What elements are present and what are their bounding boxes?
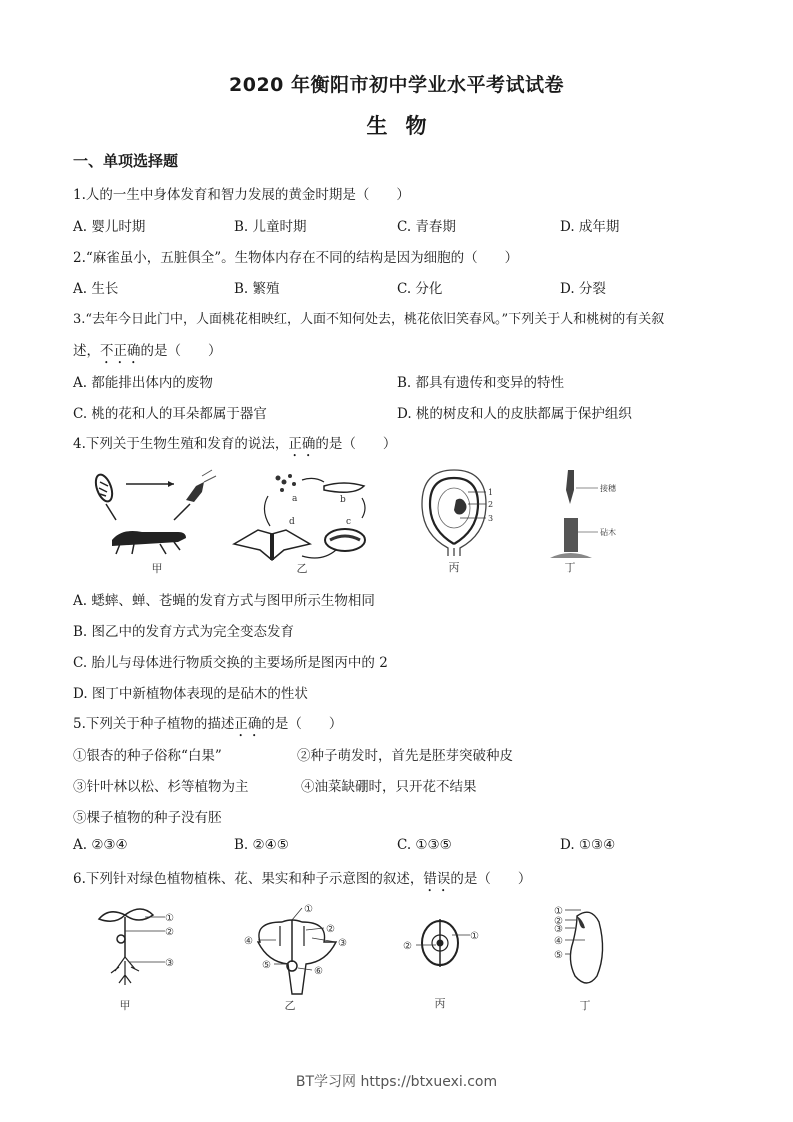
q3-option-a: A. 都能排出体内的废物: [73, 375, 213, 391]
q5-stem-pre: 5.下列关于种子植物的描述: [73, 716, 235, 732]
q3-option-d: D. 桃的树皮和人的皮肤都属于保护组织: [397, 406, 632, 422]
q6-bing-label-2: ②: [403, 941, 412, 952]
plant-seedling-icon: [95, 905, 185, 1000]
bing-label-2: 2: [488, 500, 494, 509]
bean-seed-icon: [553, 902, 623, 997]
q2-option-b: B. 繁殖: [234, 281, 280, 297]
q5-statement-4: ④油菜缺硼时，只开花不结果: [301, 779, 477, 795]
q6-figure-ding-caption: 丁: [579, 999, 591, 1012]
q1-option-a: A. 婴儿时期: [73, 219, 146, 235]
q1-option-b: B. 儿童时期: [234, 219, 307, 235]
q4-figure-bing-caption: 丙: [448, 561, 460, 574]
q5-stem-post: 的是（ ）: [261, 716, 343, 732]
bing-label-1: 1: [488, 488, 494, 497]
question-3-stem-line1: 3.“去年今日此门中，人面桃花相映红，人面不知何处去，桃花依旧笑春风。”下列关于人和桃树的有关叙: [73, 312, 665, 327]
q4-option-d: D. 图丁中新植物体表现的是砧木的性状: [73, 686, 308, 702]
yi-label-c: c: [346, 517, 352, 527]
q3-stem-post: 的是（ ）: [140, 343, 222, 359]
q5-statement-3: ③针叶林以松、杉等植物为主: [73, 779, 249, 795]
q4-figure-jia: [90, 468, 220, 575]
moth-lifecycle-icon: [232, 468, 372, 563]
q6-stem-pre: 6.下列针对绿色植物植株、花、果实和种子示意图的叙述，: [73, 871, 424, 887]
q6-figure-bing-caption: 丙: [434, 997, 446, 1010]
exam-title: 2020 年衡阳市初中学业水平考试试卷: [229, 74, 564, 96]
q5-option-b: B. ②④⑤: [234, 837, 289, 853]
q2-option-d: D. 分裂: [560, 281, 606, 297]
q6-yi-label-1: ①: [304, 904, 313, 915]
q4-figure-ding-caption: 丁: [564, 561, 576, 574]
fetus-uterus-icon: [420, 466, 500, 561]
q4-figure-yi: [232, 468, 372, 575]
question-2-stem: 2.“麻雀虽小，五脏俱全”。生物体内存在不同的结构是因为细胞的（ ）: [73, 250, 519, 266]
q6-jia-label-1: ①: [165, 913, 174, 924]
q6-figure-jia: [95, 905, 185, 1012]
q6-figure-yi-caption: 乙: [284, 999, 296, 1012]
q4-option-c: C. 胎儿与母体进行物质交换的主要场所是图丙中的 2: [73, 655, 388, 671]
q4-figure-jia-caption: 甲: [151, 562, 163, 575]
q5-option-c: C. ①③⑤: [397, 837, 452, 853]
q6-jia-label-3: ③: [165, 958, 174, 969]
q4-stem-emphasis: 正确: [288, 436, 316, 452]
q4-option-b: B. 图乙中的发育方式为完全变态发育: [73, 624, 295, 640]
q2-option-c: C. 分化: [397, 281, 443, 297]
q6-figure-jia-caption: 甲: [119, 999, 131, 1012]
q4-figure-yi-caption: 乙: [296, 562, 308, 575]
q6-ding-label-1: ①: [554, 906, 563, 917]
q6-bing-label-1: ①: [470, 931, 479, 942]
q5-option-d: D. ①③④: [560, 837, 616, 853]
q4-option-a: A. 蟋蟀、蝉、苍蝇的发育方式与图甲所示生物相同: [73, 593, 375, 609]
q2-option-a: A. 生长: [73, 281, 119, 297]
footer-watermark: BT学习网 https://btxuexi.com: [295, 1074, 498, 1090]
q6-yi-label-3: ③: [338, 938, 347, 949]
q6-jia-label-2: ②: [165, 927, 174, 938]
grasshopper-lifecycle-icon: [90, 468, 220, 563]
section-heading: 一、单项选择题: [73, 152, 179, 170]
q4-figure-bing: [420, 466, 500, 574]
fruit-cross-section-icon: [402, 915, 492, 995]
bing-label-3: 3: [488, 514, 494, 523]
flower-structure-icon: [240, 902, 370, 997]
q6-yi-label-5: ⑤: [262, 960, 271, 971]
q4-figure-ding: [540, 466, 630, 574]
q5-option-a: A. ②③④: [73, 837, 128, 853]
q1-option-d: D. 成年期: [560, 219, 620, 235]
q6-stem-emphasis: 错误: [423, 871, 451, 887]
yi-label-d: d: [289, 517, 295, 527]
q6-figure-ding: [553, 902, 623, 1012]
q6-ding-label-3: ③: [554, 924, 563, 935]
q4-stem-pre: 4.下列关于生物生殖和发育的说法，: [73, 436, 289, 452]
q5-statement-2: ②种子萌发时，首先是胚芽突破种皮: [297, 748, 513, 764]
subject-title: 生物: [366, 114, 445, 138]
q6-yi-label-6: ⑥: [314, 966, 323, 977]
question-3-stem-line2: [73, 339, 222, 367]
question-4-stem: [73, 432, 396, 460]
ding-label-scion: 接穗: [600, 484, 616, 493]
q3-option-c: C. 桃的花和人的耳朵都属于器官: [73, 406, 267, 422]
q6-figure-yi: [240, 902, 370, 1012]
question-1-stem: 1.人的一生中身体发育和智力发展的黄金时期是（ ）: [73, 187, 410, 203]
ding-label-rootstock: 砧木: [600, 528, 616, 537]
grafting-icon: [540, 466, 630, 561]
q6-stem-post: 的是（ ）: [450, 871, 532, 887]
q6-yi-label-2: ②: [326, 924, 335, 935]
question-6-stem: [73, 867, 531, 895]
q3-stem-emphasis: 不正确: [100, 343, 141, 359]
yi-label-b: b: [340, 495, 346, 505]
q6-figure-bing: [402, 915, 492, 1010]
q6-yi-label-4: ④: [244, 936, 253, 947]
q3-option-b: B. 都具有遗传和变异的特性: [397, 375, 565, 391]
question-5-stem: [73, 712, 342, 740]
q6-ding-label-5: ⑤: [554, 950, 563, 961]
q5-statement-1: ①银杏的种子俗称“白果”: [73, 748, 222, 764]
q6-ding-label-4: ④: [554, 936, 563, 947]
q3-stem-pre: 述，: [73, 343, 100, 359]
q5-stem-emphasis: 正确: [234, 716, 262, 732]
q5-statement-5: ⑤棵子植物的种子没有胚: [73, 810, 222, 826]
yi-label-a: a: [292, 494, 298, 504]
q1-option-c: C. 青春期: [397, 219, 456, 235]
q6-ding-label-2: ②: [554, 916, 563, 927]
q4-stem-post: 的是（ ）: [315, 436, 397, 452]
